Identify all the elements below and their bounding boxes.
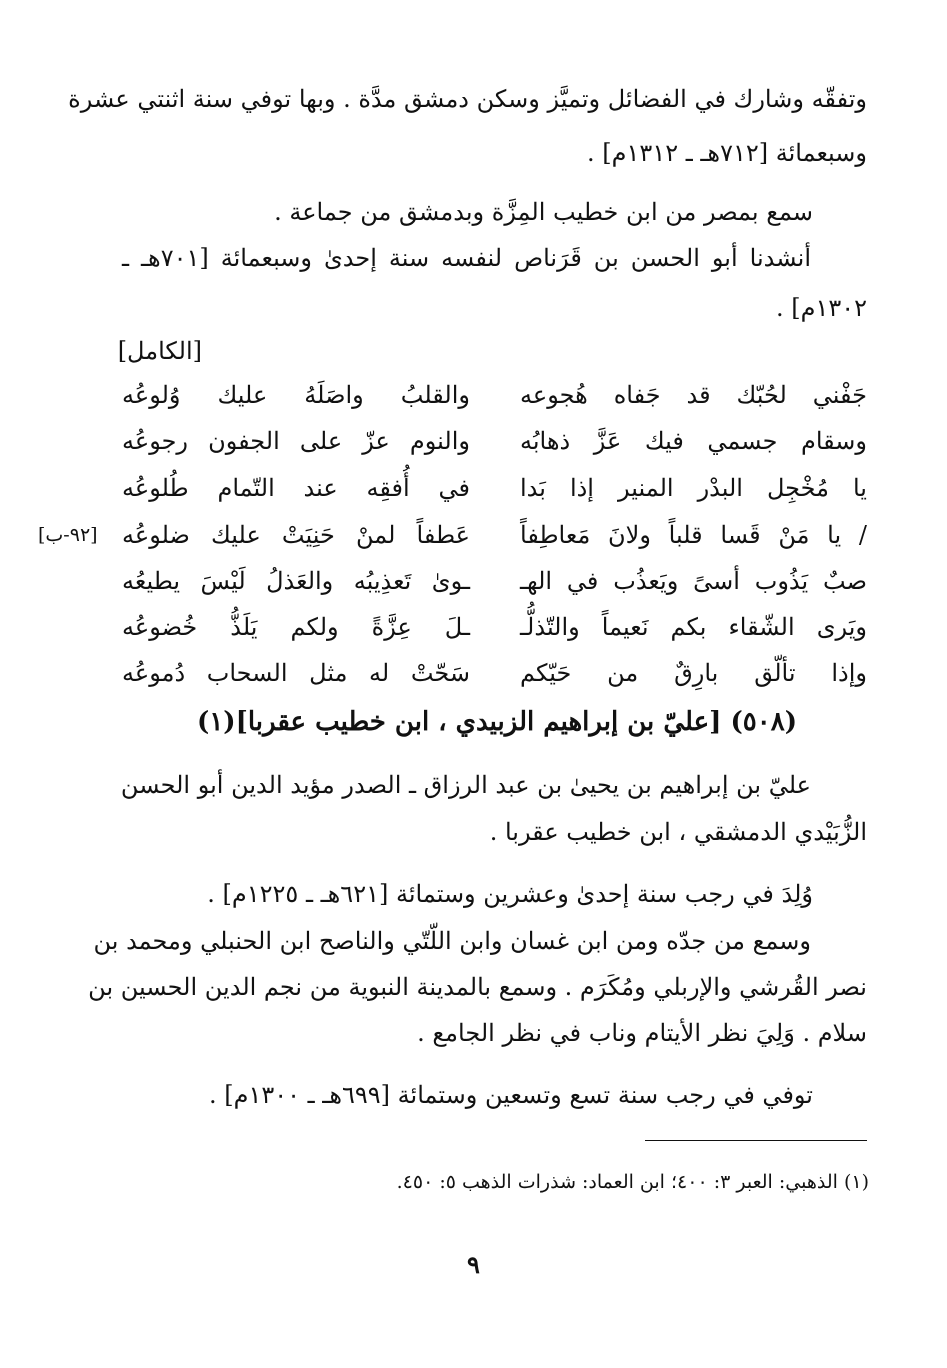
verse-first-hemistich: يا مُخْجِل البدْر المنير إذا بَدا <box>520 474 867 502</box>
verse-first-hemistich: ويَرى الشّقاء بكم نَعيماً والتّذلُّـ <box>520 613 867 641</box>
verse-second-hemistich: والقلبُ واصَلَهُ عليك وُلوعُه <box>122 381 470 409</box>
verse-second-hemistich: ـوىٰ تَعذِيبُه والعَذلُ لَيْسَ يطيعُه <box>122 567 470 595</box>
verse-first-hemistich: / يا مَنْ قَسا قلباً ولانَ مَعاطِفاً <box>520 521 867 549</box>
verse-first-hemistich: جَفْني لحُبّك قد جَفاه هُجوعه <box>520 381 867 409</box>
paragraph-1-line-1: وتفقّه وشارك في الفضائل وتميَّز وسكن دمشق مدَّة . وبها توفي سنة اثنتي عشرة <box>68 85 867 113</box>
verse-second-hemistich: عَطفاً لمنْ حَنِيَتْ عليك ضلوعُه <box>122 521 470 549</box>
paragraph-2-line-3: ١٣٠٢م] . <box>775 294 867 322</box>
paragraph-5-line-3: سلام . وَلِيَ نظر الأيتام وناب في نظر الجامع . <box>417 1019 867 1047</box>
manuscript-folio-marker: [٩٢-ب] <box>38 524 98 546</box>
page-number: ٩ <box>467 1250 480 1279</box>
paragraph-1-line-2: وسبعمائة [٧١٢هـ ـ ١٣١٢م] . <box>587 139 867 167</box>
paragraph-2-line-2: أنشدنا أبو الحسن بن قَرَناص لنفسه سنة إحدىٰ وسبعمائة [٧٠١هـ ـ <box>122 244 811 272</box>
paragraph-3-line-2: الزُّبَيْدي الدمشقي ، ابن خطيب عقربا . <box>489 818 867 846</box>
paragraph-3-line-1: عليّ بن إبراهيم بن يحيىٰ بن عبد الرزاق ـ الصدر مؤيد الدين أبو الحسن <box>120 771 811 799</box>
verse-second-hemistich: في أُفقِه عند التّمام طُلوعُه <box>122 474 470 502</box>
footnote-divider <box>645 1140 867 1141</box>
verse-second-hemistich: سَحّتْ له مثل السحاب دُموعُه <box>122 659 470 687</box>
paragraph-4-line-1: وُلِدَ في رجب سنة إحدىٰ وعشرين وستمائة [٦٢١هـ ـ ١٢٢٥م] . <box>207 880 813 908</box>
paragraph-5-line-2: نصر القُرشي والإربلي ومُكَرَم . وسمع بالمدينة النبوية من نجم الدين الحسين بن <box>88 973 867 1001</box>
verse-first-hemistich: وإذا تألّق بارِقٌ من حَيّكم <box>520 659 867 687</box>
poem-meter-label: [الكامل] <box>117 337 202 365</box>
paragraph-6-line-1: توفي في رجب سنة تسع وتسعين وستمائة [٦٩٩هـ ـ ١٣٠٠م] . <box>208 1081 813 1109</box>
footnote: (١) الذهبي: العبر ٣: ٤٠٠؛ ابن العماد: شذرات الذهب ٥: ٤٥٠. <box>396 1171 869 1193</box>
verse-second-hemistich: والنوم عزّ على الجفون رجوعُه <box>122 427 470 455</box>
paragraph-5-line-1: وسمع من جدّه ومن ابن غسان وابن اللّتّي والناصح ابن الحنبلي ومحمد بن <box>93 927 811 955</box>
entry-heading: (٥٠٨) [عليّ بن إبراهيم الزبيدي ، ابن خطيب عقربا](١) <box>197 707 797 737</box>
paragraph-2-line-1: سمع بمصر من ابن خطيب المِزَّة وبدمشق من جماعة . <box>274 198 813 226</box>
verse-first-hemistich: صبٌ يَذُوب أسىً ويَعذُب في الهـ <box>520 567 867 595</box>
verse-first-hemistich: وسقام جسمي فيك عَزَّ ذهابُه <box>520 427 867 455</box>
verse-second-hemistich: ـلَ عِزَّةً ولكم يَلَذُّ خُضوعُه <box>122 613 470 641</box>
